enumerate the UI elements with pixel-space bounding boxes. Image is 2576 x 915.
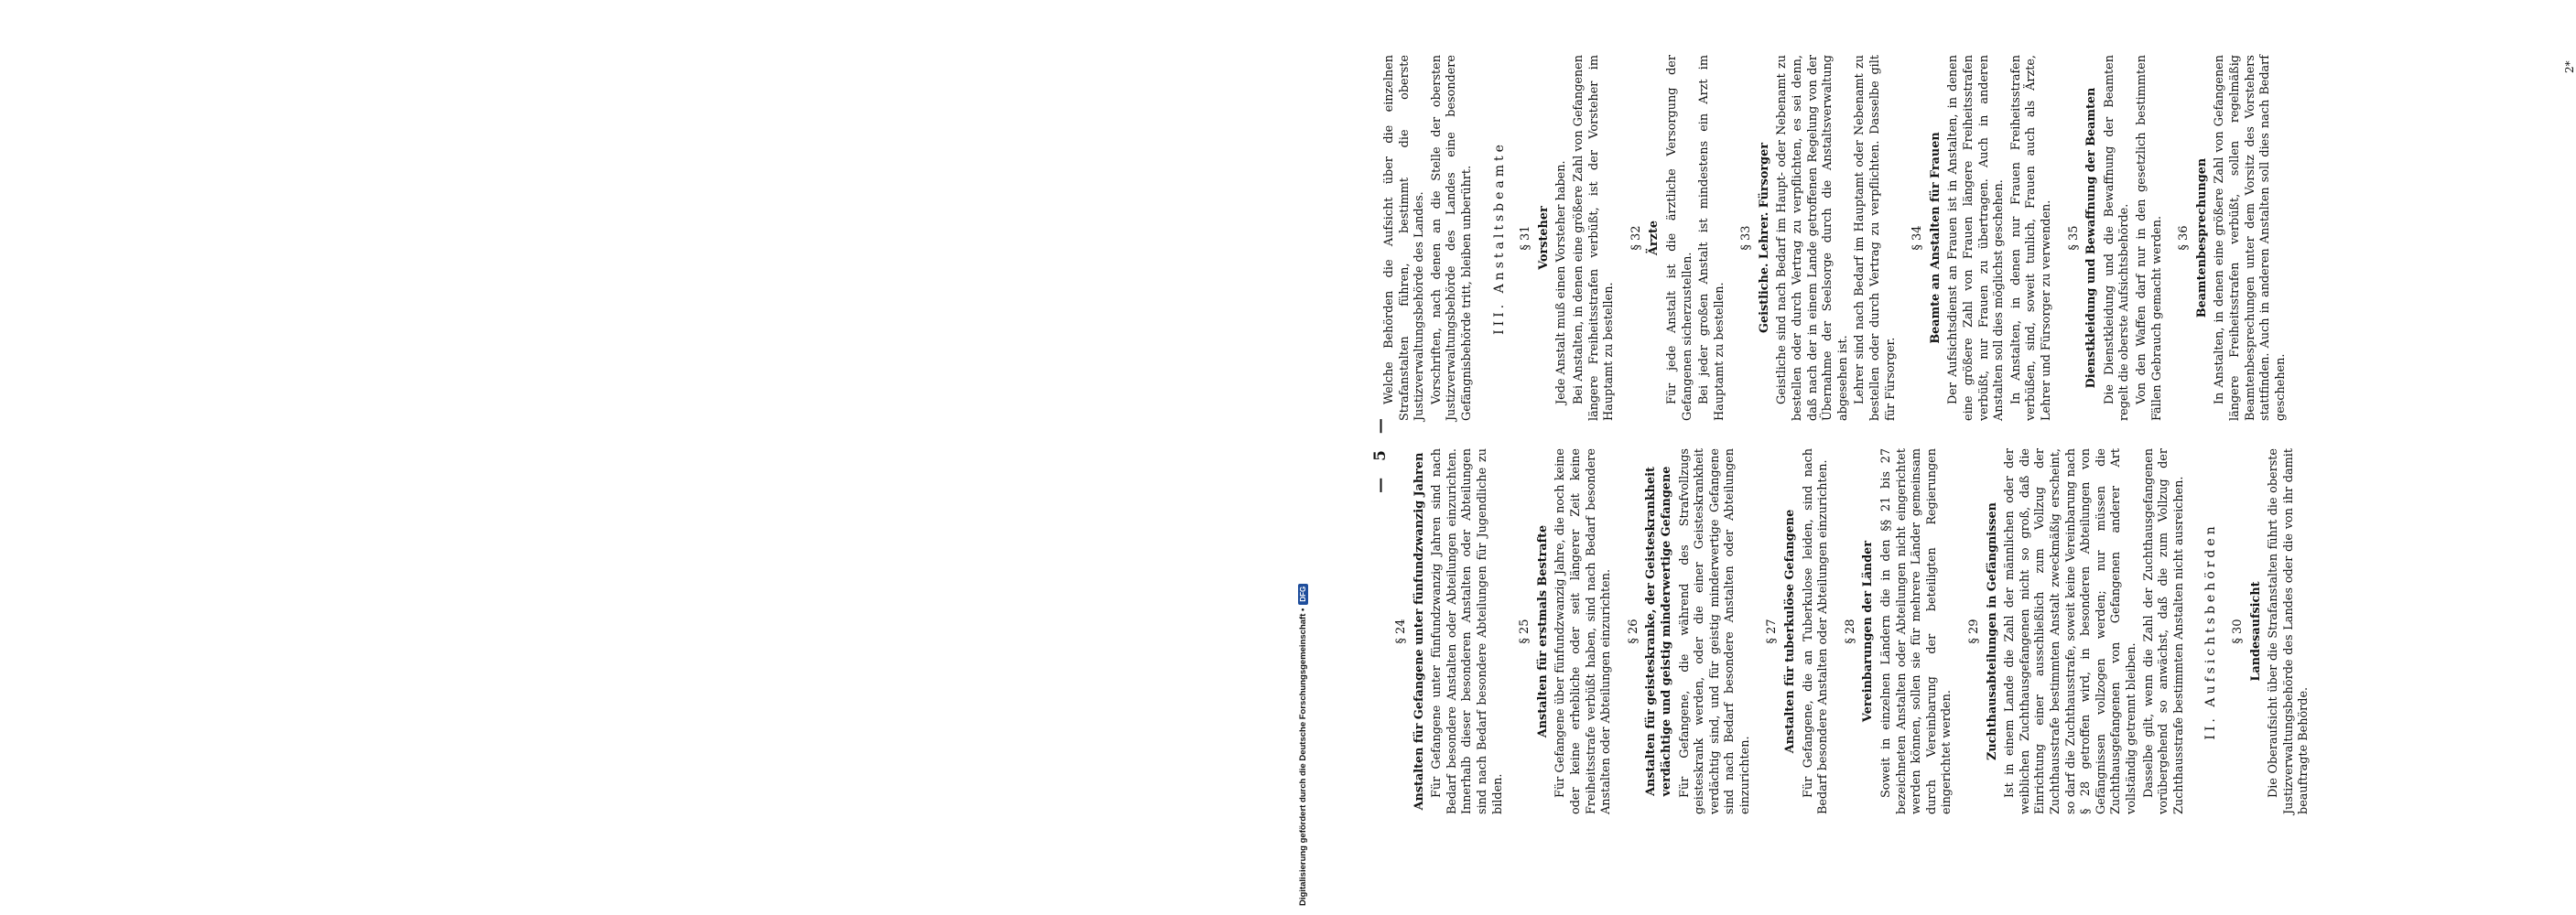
section-number: § 31 xyxy=(1519,225,1533,251)
signature-mark: 2* xyxy=(2563,60,2576,73)
paragraph: Geistliche sind nach Bedarf im Haupt- oder Nebenamt zu bestellen oder durch Vertrag zu verpflichten, es sei denn, daß nach der in einem Lande getroffenen Regelung von der Übernahme der Seelsorge durch die Anstaltsverwaltung abgesehen ist. xyxy=(1775,55,1850,421)
left-column xyxy=(1382,448,2312,814)
section-number: § 25 xyxy=(1518,619,1532,644)
page-header: — 5 — xyxy=(1371,413,1390,493)
paragraph: Dasselbe gilt, wenn die Zahl der Zuchthausgefangenen vorübergehend so anwächst, daß die zum Vollzug der Zuchthausstrafe bestimmten Anstalten nicht ausreichen. xyxy=(2141,448,2186,814)
section-heading: Dienstkleidung und Bewaffnung der Beamten xyxy=(2084,87,2099,389)
section-number: § 26 xyxy=(1626,619,1640,644)
section-heading: Zuchthausabteilungen in Gefängnissen xyxy=(1985,502,1999,760)
paragraph: Für Gefangene unter fünfundzwanzig Jahren sind nach Bedarf besondere Anstalten oder Abteilungen einzurichten. Innerhalb dieser besonderen Anstalten oder Abteilungen sind nach Bedarf besondere Abteilungen für Jugendliche zu bilden. xyxy=(1430,448,1505,814)
section-heading: Vorsteher xyxy=(1536,206,1551,270)
section-heading: Anstalten für geisteskranke, der Geisteskrankheit verdächtige und geistig minderwertige Gefangene xyxy=(1644,466,1673,797)
paragraph: Welche Behörden die Aufsicht über die einzelnen Strafanstalten führen, bestimmt die oberste Justizverwaltungsbehörde des Landes. xyxy=(1382,55,1427,421)
section-heading: Ärzte xyxy=(1647,221,1661,255)
section-number: § 35 xyxy=(2066,225,2081,251)
section-number: § 28 xyxy=(1843,619,1857,644)
dfg-logo: DFG xyxy=(1298,584,1308,605)
section-number: § 24 xyxy=(1394,619,1408,644)
section-heading: Vereinbarungen der Länder xyxy=(1861,540,1876,723)
paragraph: Vorschriften, nach denen an die Stelle der obersten Justizverwaltungsbehörde des Landes eine besondere Gefängnisbehörde tritt, bleiben unberührt. xyxy=(1429,55,1474,421)
paragraph: Bei jeder großen Anstalt ist mindestens ein Arzt im Hauptamt zu bestellen. xyxy=(1697,55,1726,421)
section-heading: Anstalten für erstmals Bestrafte xyxy=(1535,524,1550,738)
paragraph: Die Dienstkleidung und die Bewaffnung der Beamten regelt die oberste Aufsichtsbehörde. xyxy=(2102,55,2132,421)
paragraph: Für Gefangene, die während des Strafvollzugs geisteskrank werden, oder die einer Geisteskrankheit verdächtig sind, und für geistig minderwertige Gefangene sind nach Bedarf besondere Anstalten oder Abteilungen einzurichten. xyxy=(1677,448,1752,814)
paragraph: Für Gefangene, die an Tuberkulose leiden, sind nach Bedarf besondere Anstalten oder Abteilungen einzurichten. xyxy=(1801,448,1831,814)
section-heading: Beamtenbesprechungen xyxy=(2194,157,2209,318)
part-heading: II. Aufsichtsbehörden xyxy=(2203,522,2219,740)
section-number: § 27 xyxy=(1765,619,1780,644)
section-heading: Landesaufsicht xyxy=(2248,581,2263,682)
section-heading: Anstalten für Gefangene unter fünfundzwanzig Jahren xyxy=(1412,452,1426,811)
credit-text: Digitalisierung gefördert durch die Deutsche Forschungsgemeinschaft • xyxy=(1297,608,1308,906)
paragraph: Bei Anstalten, in denen eine größere Zahl von Gefangenen längere Freiheitsstrafen verbüßt, ist der Vorsteher im Hauptamt zu bestellen. xyxy=(1571,55,1617,421)
section-number: § 34 xyxy=(1910,225,1925,251)
paragraph: Jede Anstalt muß einen Vorsteher haben. xyxy=(1554,160,1569,404)
paragraph: Die Oberaufsicht über die Strafanstalten führt die oberste Justizverwaltungsbehörde des Landes oder die von ihr damit beauftragte Behörde. xyxy=(2267,448,2311,814)
paragraph: Für Gefangene über fünfundzwanzig Jahre, die noch keine oder keine erhebliche oder seit längerer Zeit keine Freiheitsstrafe verbüßt haben, sind nach Bedarf besondere Anstalten oder Abteilungen einzurichten. xyxy=(1553,448,1614,814)
paragraph: Für jede Anstalt ist die ärztliche Versorgung der Gefangenen sicherzustellen. xyxy=(1664,55,1694,421)
part-heading: III. Anstaltsbeamte xyxy=(1491,141,1507,335)
section-heading: Geistliche. Lehrer. Fürsorger xyxy=(1757,143,1771,333)
paragraph: In Anstalten, in denen nur Frauen Freiheitsstrafen verbüßen, sind, soweit tunlich, Frauen auch als Ärzte, Lehrer und Fürsorger zu verwenden. xyxy=(2008,55,2053,421)
paragraph: In Anstalten, in denen eine größere Zahl von Gefangenen längere Freiheitsstrafen verbüßt, sollen regelmäßig Beamtenbesprechungen unter dem Vorsitz des Vorstehers stattfinden. Auch in anderen Anstalten soll dies nach Bedarf geschehen. xyxy=(2213,55,2288,421)
rotated-page-content xyxy=(1291,18,2576,897)
section-heading: Anstalten für tuberkulöse Gefangene xyxy=(1783,509,1798,754)
paragraph: Von den Waffen darf nur in den gesetzlich bestimmten Fällen Gebrauch gemacht werden. xyxy=(2134,55,2164,421)
section-number: § 30 xyxy=(2230,619,2245,644)
section-number: § 32 xyxy=(1629,225,1643,251)
section-number: § 33 xyxy=(1739,225,1754,251)
paragraph: Ist in einem Lande die Zahl der männlichen oder der weiblichen Zuchthausgefangenen nicht so groß, daß die Einrichtung einer ausschließlich zum Vollzug der Zuchthausstrafe bestimmten Anstalt zweckmäßig erscheint, so darf die Zuchthausstrafe, soweit keine Vereinbarung nach § 28 getroffen wird, in besonderen Abteilungen von Gefängnissen vollzogen werden; nur müssen die Zuchthausgefangenen von Gefangenen anderer Art vollständig getrennt bleiben. xyxy=(2003,448,2138,814)
section-number: § 36 xyxy=(2177,225,2192,251)
paragraph: Soweit in einzelnen Ländern die in den §§ 21 bis 27 bezeichneten Anstalten oder Abteilungen nicht eingerichtet werden können, sollen sie für mehrere Länder gemeinsam durch Vereinbarung der beteiligten Regierungen eingerichtet werden. xyxy=(1879,448,1954,814)
digitization-credit xyxy=(1294,9,1311,906)
section-number: § 29 xyxy=(1967,619,1981,644)
paragraph: Lehrer sind nach Bedarf im Hauptamt oder Nebenamt zu bestellen oder durch Vertrag zu verpflichten. Dasselbe gilt für Fürsorger. xyxy=(1853,55,1898,421)
section-heading: Beamte an Anstalten für Frauen xyxy=(1928,132,1943,344)
right-column xyxy=(1382,55,2289,421)
paragraph: Der Aufsichtsdienst an Frauen ist in Anstalten, in denen eine größere Zahl von Frauen längere Freiheitsstrafen verbüßt, nur Frauen zu übertragen. Auch in anderen Anstalten soll dies möglichst geschehen. xyxy=(1946,55,2007,421)
